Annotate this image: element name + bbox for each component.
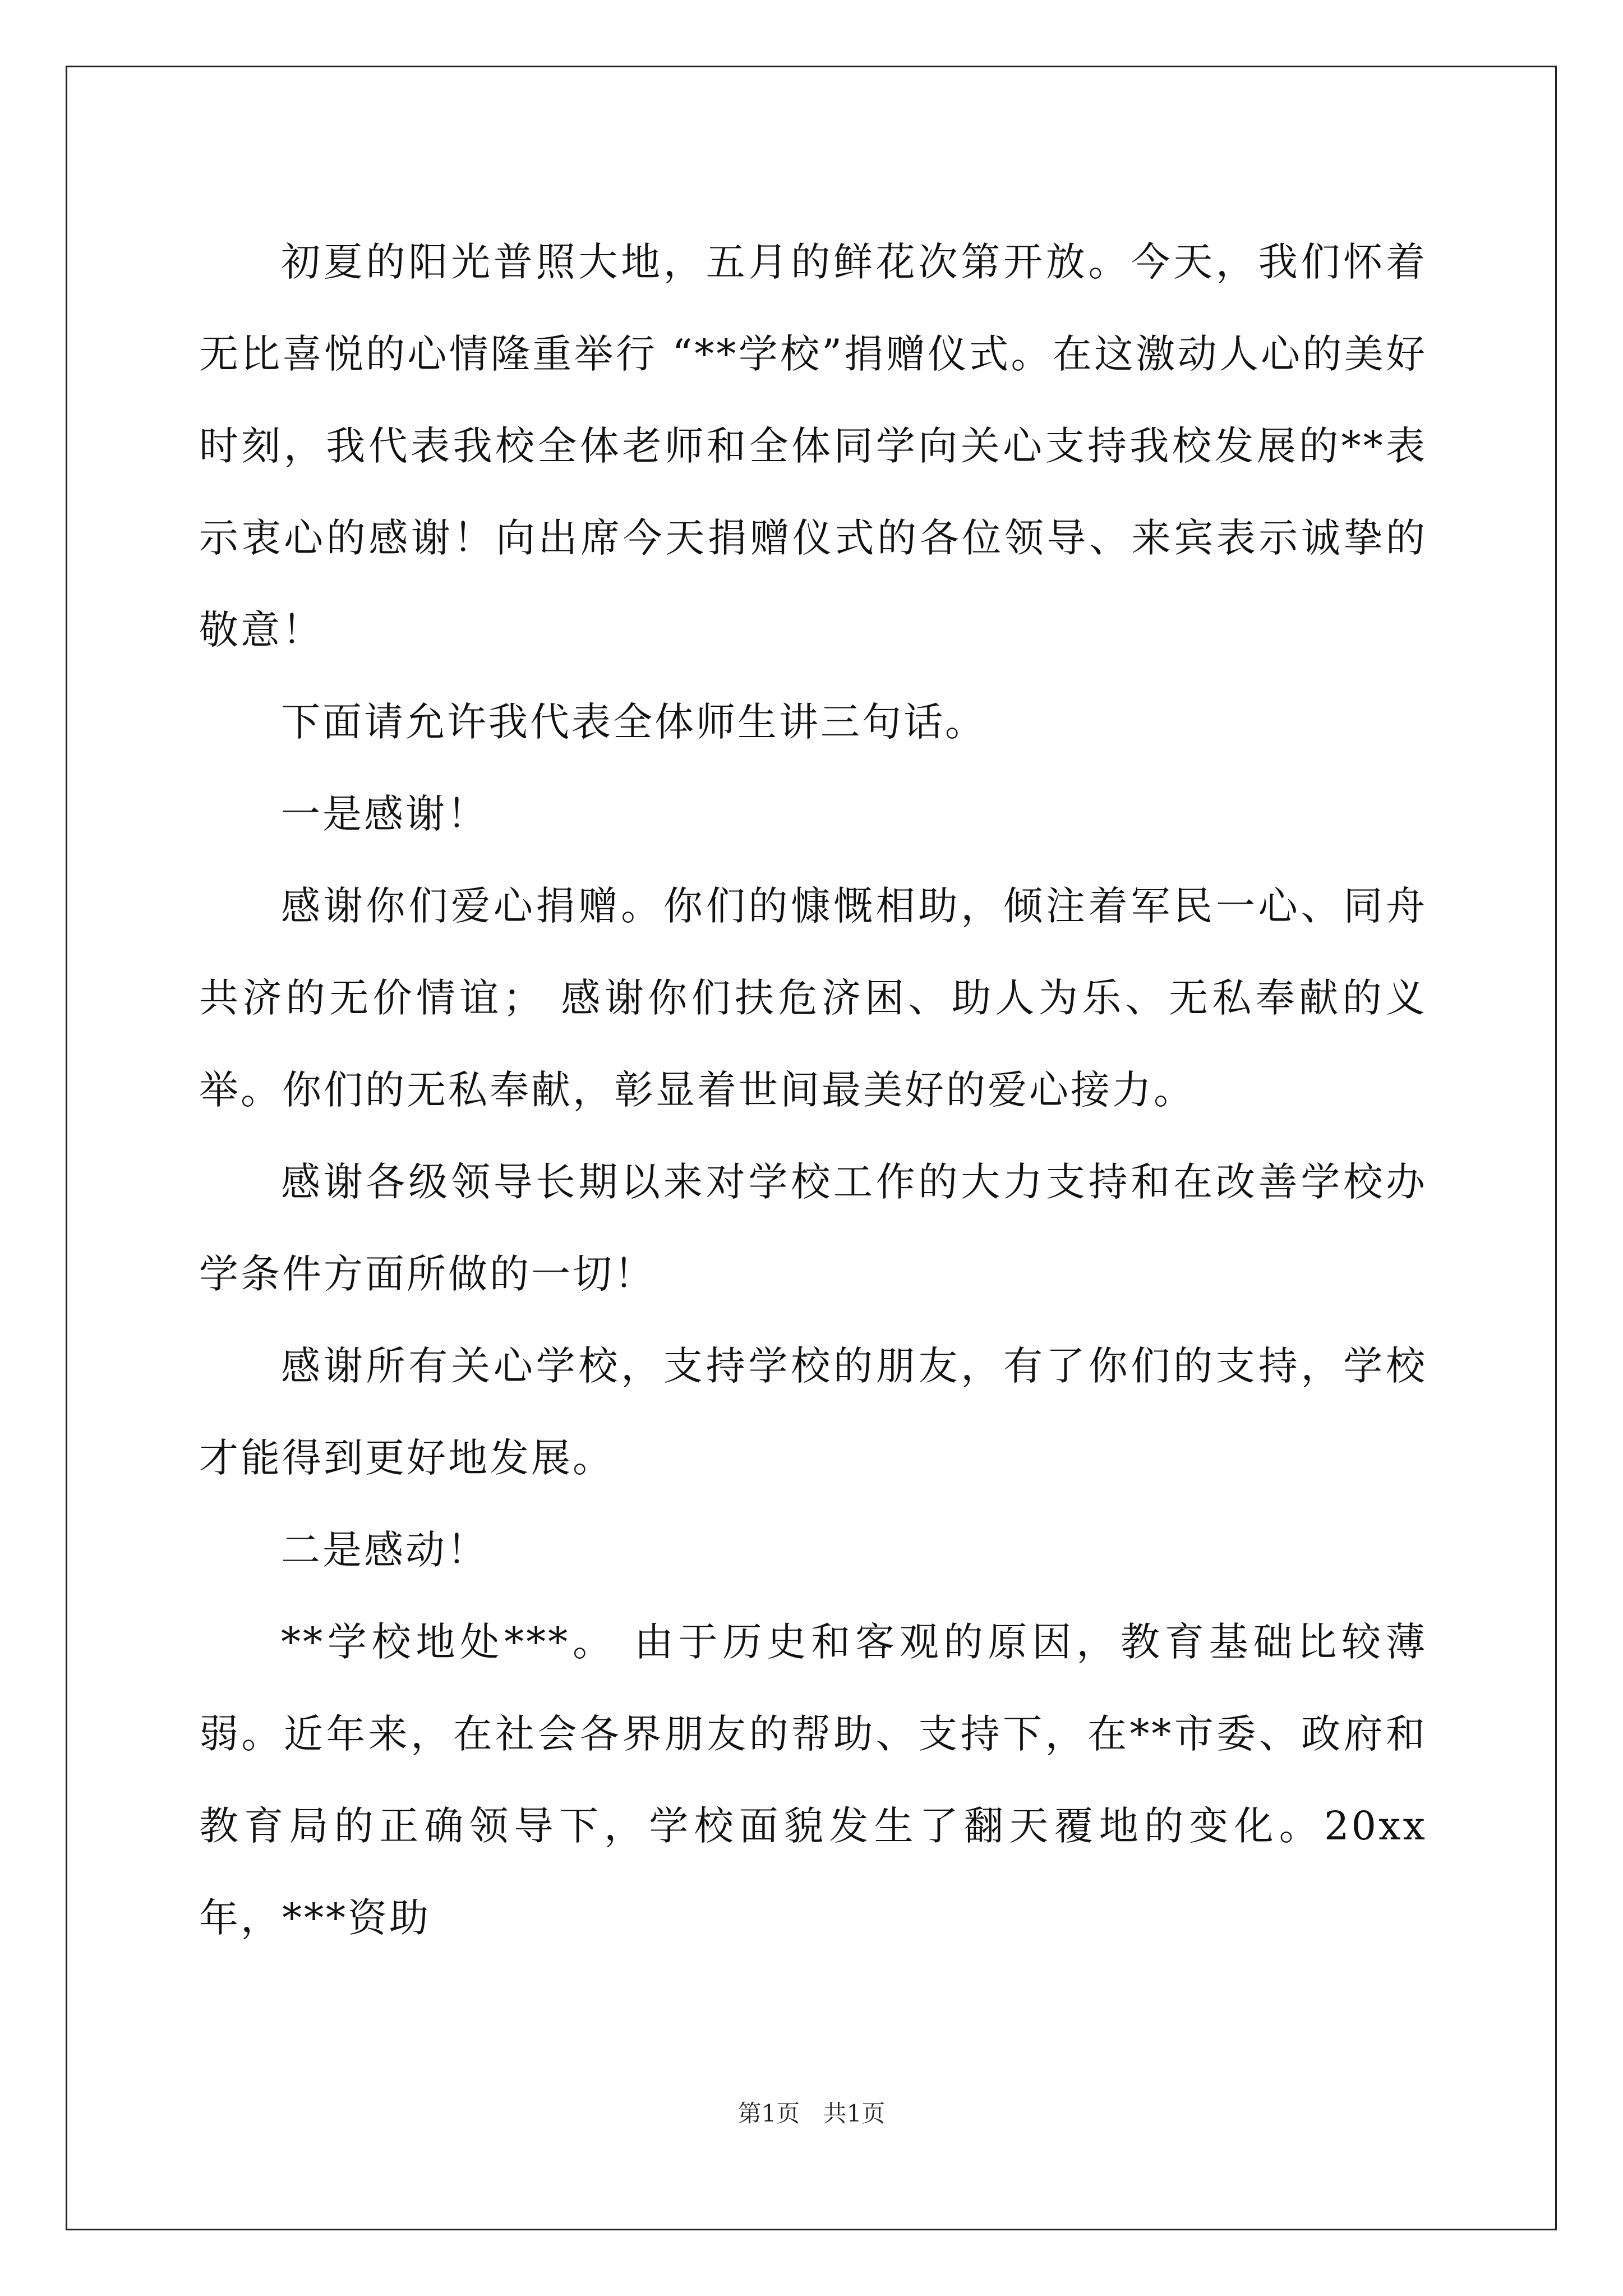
paragraph-intro: 下面请允许我代表全体师生讲三句话。	[281, 699, 986, 745]
paragraph-thanks-friends: 感谢所有关心学校，支持学校的朋友，有了你们的支持，学校才能得到更好地发展。	[199, 1343, 1427, 1481]
paragraph-thanks-donation: 感谢你们爱心捐赠。你们的慷慨相助，倾注着军民一心、同舟共济的无价情谊； 感谢你们扶危济困、助人为乐、无私奉献的义举。你们的无私奉献，彰显着世间最美好的爱心接力。	[199, 883, 1427, 1113]
paragraph-heading-thanks: 一是感谢！	[281, 791, 488, 837]
paragraph-heading-moved: 二是感动！	[281, 1527, 488, 1573]
paragraph-opening: 初夏的阳光普照大地，五月的鲜花次第开放。今天，我们怀着无比喜悦的心情隆重举行 “**学校”捐赠仪式。在这激动人心的美好时刻，我代表我校全体老师和全体同学向关心支持我校发展的**表示衷心的感谢！向出席今天捐赠仪式的各位领导、来宾表示诚挚的敬意！	[199, 239, 1427, 653]
paragraph-thanks-leaders: 感谢各级领导长期以来对学校工作的大力支持和在改善学校办学条件方面所做的一切！	[199, 1159, 1427, 1297]
document-body	[199, 216, 1427, 1964]
page-total: 共1页	[823, 2100, 886, 2127]
page-footer	[0, 2095, 1623, 2129]
page-number: 第1页	[737, 2100, 800, 2127]
paragraph-school-history: **学校地处***。 由于历史和客观的原因，教育基础比较薄弱。近年来，在社会各界朋友的帮助、支持下，在**市委、政府和教育局的正确领导下，学校面貌发生了翻天覆地的变化。20xx 年，***资助	[199, 1619, 1427, 1941]
